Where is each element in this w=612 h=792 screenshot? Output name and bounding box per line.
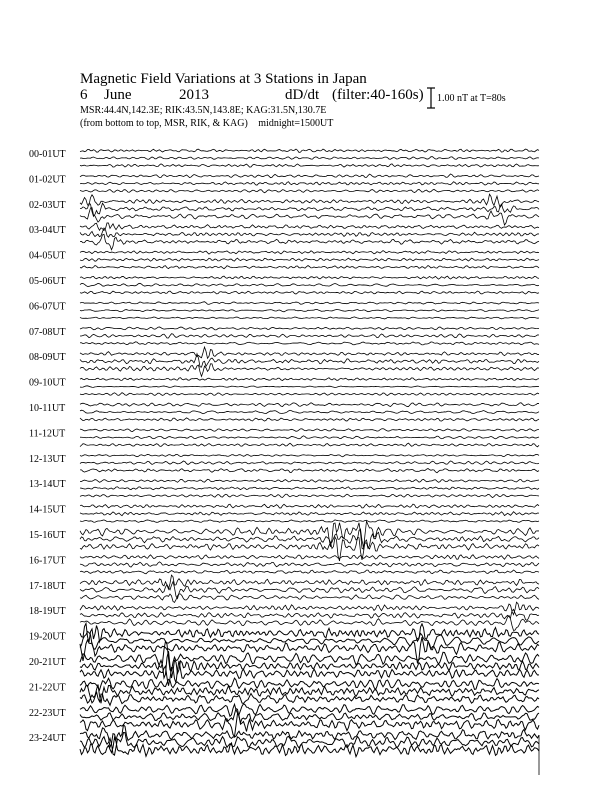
trace-11-12UT-KAG	[80, 429, 539, 432]
chart-title: Magnetic Field Variations at 3 Stations in Japan	[80, 71, 367, 87]
trace-12-13UT-MSR	[80, 469, 539, 473]
trace-17-18UT-KAG	[80, 575, 539, 589]
row-label-16-17UT: 16-17UT	[29, 555, 66, 567]
trace-08-09UT-KAG	[80, 347, 539, 358]
date-year: 2013	[179, 87, 209, 103]
trace-02-03UT-KAG	[80, 194, 539, 207]
trace-16-17UT-MSR	[80, 570, 539, 574]
row-label-14-15UT: 14-15UT	[29, 504, 66, 516]
trace-13-14UT-MSR	[80, 494, 539, 497]
trace-03-04UT-MSR	[80, 234, 539, 249]
trace-06-07UT-MSR	[80, 317, 539, 319]
trace-04-05UT-KAG	[80, 251, 539, 255]
trace-06-07UT-RIK	[80, 309, 539, 311]
trace-05-06UT-MSR	[80, 291, 539, 294]
filter-label: (filter:40-160s)	[332, 87, 424, 103]
trace-03-04UT-KAG	[80, 223, 539, 231]
row-label-19-20UT: 19-20UT	[29, 631, 66, 643]
trace-04-05UT-RIK	[80, 258, 539, 261]
trace-12-13UT-KAG	[80, 454, 539, 456]
row-label-10-11UT: 10-11UT	[29, 403, 66, 414]
row-label-06-07UT: 06-07UT	[29, 301, 66, 313]
row-label-09-10UT: 09-10UT	[29, 377, 66, 389]
trace-19-20UT-KAG	[80, 623, 539, 642]
row-label-02-03UT: 02-03UT	[29, 199, 66, 211]
trace-10-11UT-RIK	[80, 410, 539, 414]
trace-07-08UT-RIK	[80, 334, 539, 338]
trace-02-03UT-RIK	[80, 203, 539, 216]
date-month: June	[104, 87, 132, 103]
row-label-07-08UT: 07-08UT	[29, 326, 66, 338]
trace-09-10UT-MSR	[80, 393, 539, 396]
trace-00-01UT-KAG	[80, 149, 539, 152]
trace-07-08UT-KAG	[80, 327, 539, 330]
trace-06-07UT-KAG	[80, 302, 539, 305]
trace-18-19UT-RIK	[80, 609, 539, 620]
trace-16-17UT-RIK	[80, 562, 539, 567]
trace-01-02UT-MSR	[80, 189, 539, 192]
row-label-11-12UT: 11-12UT	[29, 428, 66, 440]
row-label-03-04UT: 03-04UT	[29, 225, 66, 237]
trace-14-15UT-MSR	[80, 520, 539, 522]
trace-08-09UT-MSR	[80, 364, 539, 377]
trace-10-11UT-KAG	[80, 403, 539, 407]
row-label-04-05UT: 04-05UT	[29, 250, 66, 262]
trace-11-12UT-MSR	[80, 443, 539, 447]
row-label-22-23UT: 22-23UT	[29, 707, 66, 719]
trace-07-08UT-MSR	[80, 342, 539, 345]
trace-00-01UT-RIK	[80, 157, 539, 160]
row-label-23-24UT: 23-24UT	[29, 733, 66, 745]
row-labels	[29, 149, 66, 744]
trace-01-02UT-KAG	[80, 174, 539, 178]
trace-04-05UT-MSR	[80, 266, 539, 269]
row-label-21-22UT: 21-22UT	[29, 682, 66, 694]
row-label-08-09UT: 08-09UT	[29, 352, 66, 364]
trace-15-16UT-KAG	[80, 521, 539, 549]
trace-14-15UT-KAG	[80, 504, 539, 508]
date-day: 6	[80, 87, 88, 103]
row-label-17-18UT: 17-18UT	[29, 580, 66, 592]
trace-05-06UT-RIK	[80, 283, 539, 286]
trace-18-19UT-MSR	[80, 616, 539, 631]
scale-bar	[427, 88, 435, 108]
trace-13-14UT-RIK	[80, 487, 539, 490]
trace-02-03UT-MSR	[80, 208, 539, 225]
trace-09-10UT-KAG	[80, 378, 539, 381]
trace-05-06UT-KAG	[80, 276, 539, 279]
row-label-05-06UT: 05-06UT	[29, 276, 66, 287]
row-label-18-19UT: 18-19UT	[29, 606, 66, 618]
trace-03-04UT-RIK	[80, 228, 539, 237]
row-label-01-02UT: 01-02UT	[29, 174, 66, 186]
trace-22-23UT-RIK	[80, 709, 539, 723]
station-coordinates: MSR:44.4N,142.3E; RIK:43.5N,143.8E; KAG:31.5N,130.7E	[80, 105, 327, 116]
row-label-20-21UT: 20-21UT	[29, 657, 66, 668]
scale-bar-label: 1.00 nT at T=80s	[437, 93, 506, 104]
trace-11-12UT-RIK	[80, 436, 539, 439]
trace-12-13UT-RIK	[80, 461, 539, 465]
trace-10-11UT-MSR	[80, 418, 539, 421]
trace-14-15UT-RIK	[80, 512, 539, 516]
trace-21-22UT-KAG	[80, 678, 539, 690]
trace-01-02UT-RIK	[80, 182, 539, 185]
row-label-12-13UT: 12-13UT	[29, 453, 66, 465]
row-label-00-01UT: 00-01UT	[29, 149, 66, 160]
trace-17-18UT-MSR	[80, 594, 539, 603]
trace-group	[80, 149, 539, 775]
trace-18-19UT-KAG	[80, 602, 539, 614]
quantity-label: dD/dt	[285, 87, 320, 103]
row-label-13-14UT: 13-14UT	[29, 479, 66, 491]
trace-13-14UT-KAG	[80, 479, 539, 482]
trace-00-01UT-MSR	[80, 164, 539, 167]
station-order-note: (from bottom to top, MSR, RIK, & KAG)	[80, 118, 248, 129]
trace-08-09UT-RIK	[80, 354, 539, 367]
trace-09-10UT-RIK	[80, 386, 539, 388]
row-label-15-16UT: 15-16UT	[29, 530, 66, 541]
midnight-note: midnight=1500UT	[258, 118, 334, 129]
trace-16-17UT-KAG	[80, 555, 539, 559]
